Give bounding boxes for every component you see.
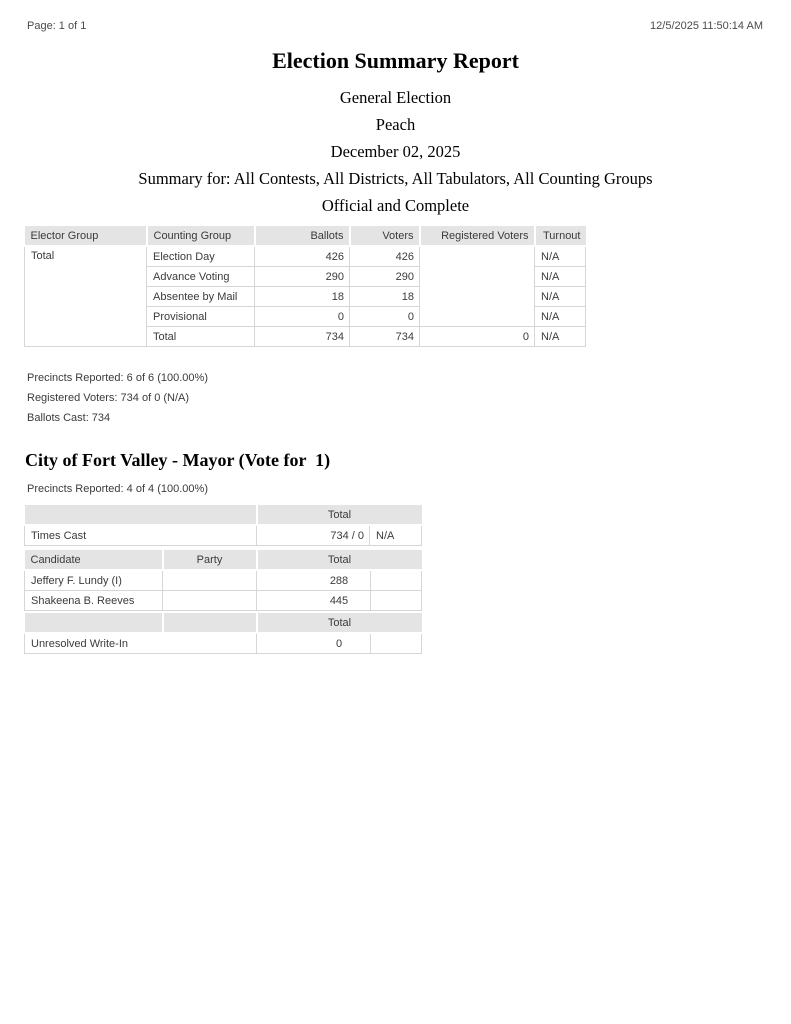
col-header-total: Total: [257, 550, 422, 570]
col-header-registered-voters: Registered Voters: [420, 226, 535, 246]
voters-cell: 734: [350, 327, 420, 347]
col-header-ballots: Ballots: [255, 226, 350, 246]
counting-group-cell: Provisional: [147, 307, 255, 327]
counting-group-cell: Absentee by Mail: [147, 287, 255, 307]
voters-cell: 426: [350, 246, 420, 267]
registered-voters-stat: Registered Voters: 734 of 0 (N/A): [27, 392, 190, 404]
contest-title: City of Fort Valley - Mayor (Vote for 1): [25, 450, 331, 470]
table-header-row: [25, 226, 586, 246]
table-header-row: [25, 550, 422, 570]
write-in-row: [25, 633, 422, 654]
col-header-candidate: Candidate: [25, 550, 163, 570]
write-in-table: [24, 613, 422, 654]
report-title: Election Summary Report: [272, 48, 519, 73]
candidate-party: [163, 570, 257, 591]
registered-voters-cell: 0: [420, 327, 535, 347]
report-status: Official and Complete: [321, 196, 470, 215]
col-header-party: Party: [163, 550, 257, 570]
times-cast-turnout: N/A: [370, 525, 422, 546]
table-row: [25, 246, 586, 267]
voters-cell: 0: [350, 307, 420, 327]
elector-group-table: [24, 226, 586, 347]
report-timestamp: 12/5/2025 11:50:14 AM: [650, 20, 763, 32]
ballots-cell: 0: [255, 307, 350, 327]
times-cast-value: 734 / 0: [257, 525, 370, 546]
blank-header-cell: [25, 613, 163, 633]
col-header-total: Total: [257, 505, 422, 525]
col-header-total: Total: [257, 613, 422, 633]
write-in-total: 0: [257, 633, 422, 654]
voters-cell: 18: [350, 287, 420, 307]
contest-precincts-reported: Precincts Reported: 4 of 4 (100.00%): [27, 483, 208, 495]
county-name: Peach: [375, 115, 416, 134]
col-header-voters: Voters: [350, 226, 420, 246]
candidate-party: [163, 591, 257, 611]
candidate-total: 288: [257, 570, 422, 591]
summary-scope: Summary for: All Contests, All Districts, All Tabulators, All Counting Groups: [138, 169, 653, 188]
counting-group-cell: Advance Voting: [147, 267, 255, 287]
turnout-cell: N/A: [535, 307, 586, 327]
ballots-cell: 426: [255, 246, 350, 267]
col-header-counting-group: Counting Group: [147, 226, 255, 246]
col-header-elector-group: Elector Group: [25, 226, 147, 246]
page-header: [27, 20, 763, 32]
counting-group-cell: Election Day: [147, 246, 255, 267]
page-number: Page: 1 of 1: [27, 20, 87, 32]
turnout-cell: N/A: [535, 246, 586, 267]
ballots-cell: 18: [255, 287, 350, 307]
table-header-row: [25, 613, 422, 633]
election-name: General Election: [339, 88, 452, 107]
registered-voters-blank-cell: [420, 246, 535, 327]
blank-header-cell: [25, 505, 257, 525]
candidate-name: Shakeena B. Reeves: [25, 591, 163, 611]
col-header-turnout: Turnout: [535, 226, 586, 246]
turnout-cell: N/A: [535, 267, 586, 287]
precincts-reported: Precincts Reported: 6 of 6 (100.00%): [27, 372, 208, 384]
ballots-cell: 290: [255, 267, 350, 287]
ballots-cast-stat: Ballots Cast: 734: [27, 412, 111, 424]
election-date: December 02, 2025: [330, 142, 461, 161]
times-cast-table: [24, 505, 422, 546]
candidate-name: Jeffery F. Lundy (I): [25, 570, 163, 591]
blank-header-cell: [163, 613, 257, 633]
write-in-label: Unresolved Write-In: [25, 633, 257, 654]
times-cast-row: [25, 525, 422, 546]
candidate-row: [25, 591, 422, 611]
table-header-row: [25, 505, 422, 525]
candidate-total: 445: [257, 591, 422, 611]
election-stats: [27, 372, 208, 432]
ballots-cell: 734: [255, 327, 350, 347]
voters-cell: 290: [350, 267, 420, 287]
times-cast-label: Times Cast: [25, 525, 257, 546]
candidate-row: [25, 570, 422, 591]
turnout-cell: N/A: [535, 287, 586, 307]
elector-group-cell: Total: [25, 246, 147, 347]
counting-group-cell: Total: [147, 327, 255, 347]
turnout-cell: N/A: [535, 327, 586, 347]
report-subtitles: [0, 84, 791, 219]
candidates-table: [24, 550, 422, 611]
